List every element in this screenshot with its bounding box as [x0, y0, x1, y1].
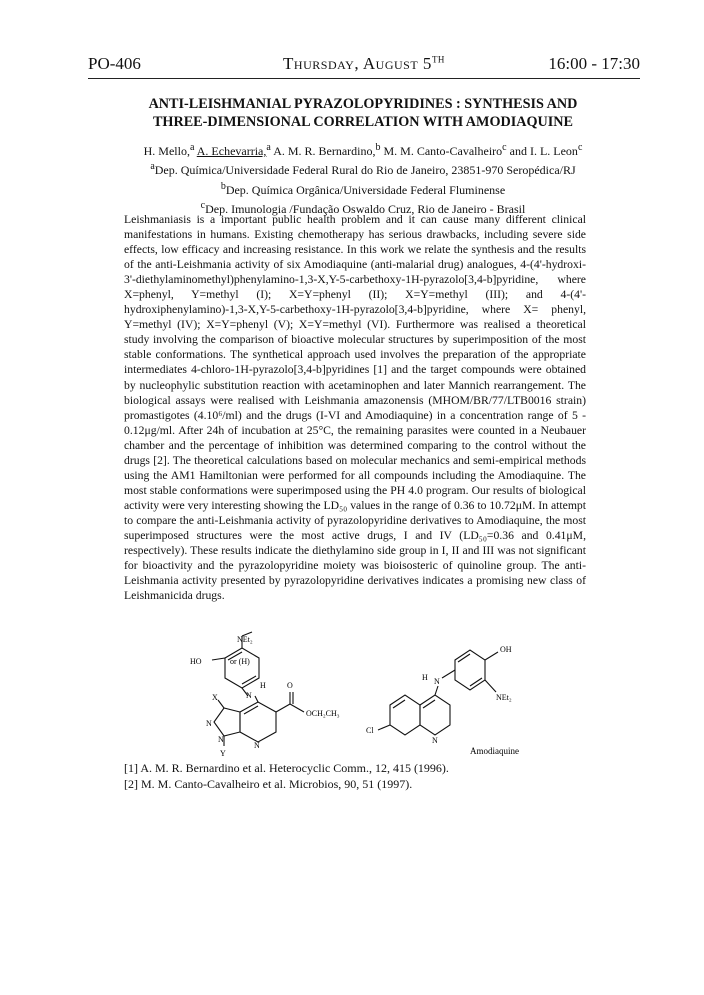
affiliation-c: $^c$Dep. Imunologia /Fundação Oswaldo Cruz, Rio de Janeiro - Brasil [200, 200, 526, 217]
ester-label: OCH₂CH₃ [306, 709, 340, 718]
title-line-1: ANTI-LEISHMANIAL PYRAZOLOPYRIDINES : SYNTHESIS AND [148, 96, 578, 112]
author-3: A. M. R. Bernardino, [273, 144, 376, 158]
session-time: 16:00 - 17:30 [548, 54, 640, 73]
poster-code: PO-406 [88, 54, 141, 73]
author-list: H. Mello,$^a$ A. Echevarria,$^a$ A. M. R. Bernardino,$^b$ M. M. Canto-Cavalheiro$^c$ and I. L. Leon$^c$ [143, 142, 583, 158]
net2-label-amodiaquine: NEt₂ [496, 693, 512, 702]
affiliation-b: $^b$Dep. Química Orgânica/Universidade Federal Fluminense [220, 180, 506, 197]
author-2: A. Echevarria, [196, 144, 267, 158]
net2-label-top: NEt₂ [237, 635, 253, 644]
author-1: H. Mello, [143, 144, 190, 158]
page-header [88, 52, 640, 79]
author-4: M. M. Canto-Cavalheiro [383, 144, 503, 158]
pyrazole-n2-label: N [218, 735, 224, 744]
reference-2: [2] M. M. Canto-Cavalheiro et al. Microbios, 90, 51 (1997). [124, 777, 413, 791]
oh-label: OH [500, 645, 512, 654]
references [124, 760, 449, 792]
amodiaquine-n-label: N [434, 677, 440, 686]
abstract-body [124, 212, 586, 603]
title-line-2: THREE-DIMENSIONAL CORRELATION WITH AMODIAQUINE [152, 114, 574, 130]
amine-h-label: H [260, 681, 266, 690]
author-5: and I. L. Leon [509, 144, 578, 158]
abstract-paragraph: Leishmaniasis is a important public health problem and it can cause many different clinical manifestations in humans. Existing chemotherapy has serious drawbacks, including severe side effects, low efficacy and increasing resistance. In this work we relate the synthesis and the results of the anti-Leishmania activity of six Amodiaquine (anti-malarial drug) analogues, 4-(4'-hydroxi-3'-diethylaminomethyl)phenylamino-1,3-X,Y-5-carbethoxy-1H-pyrazolo[3,4-b]pyridine, where X=phenyl, Y=methyl (I); X=Y=phenyl (II); X=Y=methyl (III); and 4-(4'-hydroxiphenylamino)-1,3-X,Y-5-carbethoxy-1H-pyrazolo[3,4-b]pyridine, where X= phenyl, Y=methyl (IV); X=Y=phenyl (V); X=Y=methyl (VI). Furthermore was realised a theoretical study involving the comparison of bioactive molecular structures by superimposition of the most stable conformations. The synthetical approach used involves the preparation of the appropriate intermediates 4-chloro-1H-pyrazolo[3,4-b]pyridines [1] and the target compounds were obtained by nucleophylic substitution reaction with acetaminophen and later Mannich rearrangement. The biological assays were realised with Leishmania amazonensis (MHOM/BR/77/LTB0016 strain) promastigotes (4.10⁶/ml) and the drugs (I-VI and Amodiaquine) in a concentration range of 5 - 0.12μg/ml. After 24h of incubation at 25°C, the remaining parasites were counted in a Neubauer chamber and the percentage of inhibition was determined comparing to the control without the drugs [2]. The theoretical calculations based on molecular mechanics and semi-empirical methods using the AM1 Hamiltonian were performed for all compounds including the Amodiaquine. The most stable conformations were superimposed using the PH 4.0 program. Our results of biological activity were very interesting showing the LD₅₀ values in the range of 0.36 to 10.72μM. In attempt to compare the anti-Leishmania activity of pyrazolopyridine derivatives to Amodiaquine, the most superimposed structures were the most active drugs, I and IV (LD₅₀=0.36 and 0.41μM, respectively). These results indicate the diethylamino side group in I, II and III was not significant for bioactivity and the pyrazolopyridine moiety was bioisosteric of quinoline group. The anti-Leishmania activity presented by pyrazolopyridine derivatives indicates a promising new class of Leishmanicida drugs. [124, 213, 586, 603]
paper-title [118, 95, 608, 131]
or-h-label: or (H) [230, 657, 250, 666]
reference-1: [1] A. M. R. Bernardino et al. Heterocyclic Comm., 12, 415 (1996). [124, 761, 449, 775]
pyrazole-n1-label: N [206, 719, 212, 728]
author-block [118, 140, 608, 218]
y-label: Y [220, 749, 226, 758]
quinoline-n-label: N [432, 736, 438, 745]
ho-label: HO [190, 657, 202, 666]
amodiaquine-h-label: H [422, 673, 428, 682]
amodiaquine-label: Amodiaquine [470, 746, 519, 756]
amine-n-label: N [246, 691, 252, 700]
affiliation-a: $^a$Dep. Química/Universidade Federal Rural do Rio de Janeiro, 23851-970 Seropédica/RJ [150, 161, 576, 178]
cl-label: Cl [366, 726, 374, 735]
carbonyl-o-label: O [287, 681, 293, 690]
session-day: Thursday, August 5TH [283, 54, 445, 73]
pyridine-n-label: N [254, 741, 260, 750]
day-superscript: TH [431, 54, 445, 65]
x-label: X [212, 693, 218, 702]
chemical-structures [170, 630, 590, 760]
